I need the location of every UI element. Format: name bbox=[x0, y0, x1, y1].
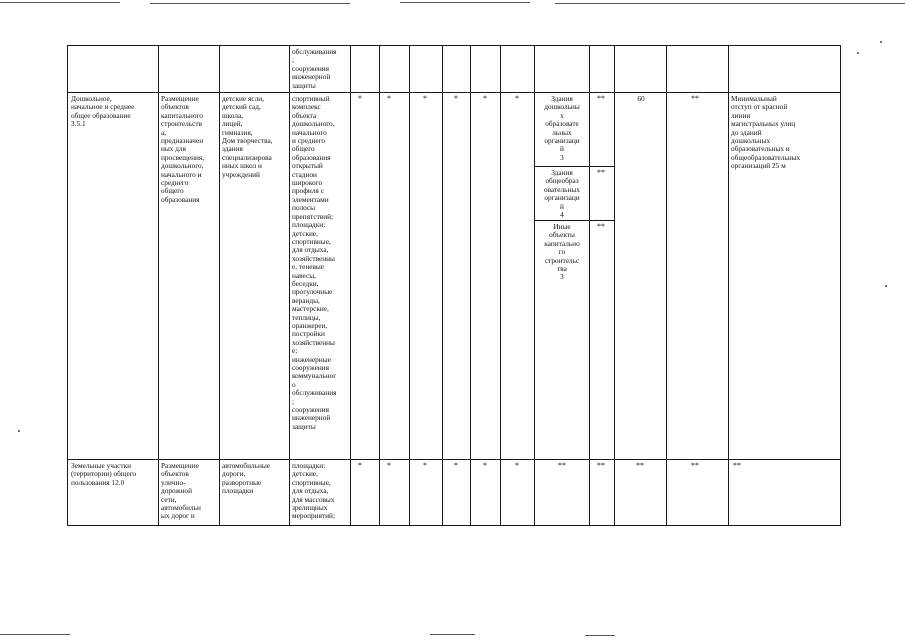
double-star-mark: ** bbox=[597, 168, 605, 177]
setback-note: Минимальный отступ от красной линии магистральных улиц до зданий дошкольных образовательных и общеобразовательных организаций 25 м bbox=[731, 94, 801, 171]
star-mark: * bbox=[387, 461, 391, 470]
scan-artifact bbox=[0, 634, 70, 635]
land-use-type: Земельные участки (территории) общего пользования 12.0 bbox=[71, 461, 137, 487]
star-mark: * bbox=[358, 461, 362, 470]
main-uses: автомобильные дороги, разворотные площадки bbox=[222, 461, 271, 496]
star-mark: * bbox=[387, 94, 391, 103]
double-star-mark: ** bbox=[733, 461, 741, 470]
star-mark: * bbox=[423, 94, 427, 103]
value-60: 60 bbox=[637, 94, 645, 103]
star-mark: * bbox=[515, 94, 519, 103]
scan-speck bbox=[18, 430, 20, 432]
double-star-mark: ** bbox=[597, 461, 605, 470]
land-use-description: Размещение объектов капитального строительств а, предназначен ных для просвещения, дошкольного, начального и среднего общего образования bbox=[161, 94, 205, 204]
top-row-structures: обслуживания ; сооружения инженерной защиты bbox=[292, 47, 337, 90]
auxiliary-uses: спортивный комплекс объекта дошкольного, начального и среднего общего образования открытый стадион широкого профиля с элементами полосы препятствий; площадки: детские, спортивные, для отдыха, хозяйственны е, теневые навесы, беседки, прогулочные веранды, мастерские, теплицы, оранжереи, постройки хозяйственны е; инженерные сооружения коммунальног о обслуживания ; сооружения инженерной защиты bbox=[292, 94, 337, 431]
scan-speck bbox=[880, 41, 882, 43]
star-mark: * bbox=[454, 94, 458, 103]
scan-artifact bbox=[150, 3, 350, 4]
double-star-mark: ** bbox=[636, 461, 644, 470]
land-use-description: Размещение объектов улично- дорожной сети, автомобильн ых дорог и bbox=[161, 461, 201, 521]
double-star-mark: ** bbox=[597, 222, 605, 231]
star-mark: * bbox=[515, 461, 519, 470]
scan-speck bbox=[857, 52, 859, 54]
star-mark: * bbox=[483, 461, 487, 470]
scan-artifact bbox=[400, 2, 530, 3]
star-mark: * bbox=[423, 461, 427, 470]
scan-artifact bbox=[430, 634, 475, 635]
star-mark: * bbox=[483, 94, 487, 103]
scan-speck bbox=[885, 285, 887, 287]
double-star-mark: ** bbox=[558, 461, 566, 470]
building-type: Здания общеобраз овательных организаци й 4 bbox=[544, 168, 580, 220]
main-uses: детские ясли, детский сад, школа, лицей, гимназия, Дом творчества, здания специализирова нных школ и учреждений bbox=[222, 94, 273, 179]
star-mark: * bbox=[454, 461, 458, 470]
double-star-mark: ** bbox=[597, 94, 605, 103]
land-use-type: Дошкольное, начальное и среднее общее образование 3.5.1 bbox=[71, 94, 135, 129]
scan-artifact bbox=[555, 3, 905, 4]
double-star-mark: ** bbox=[691, 461, 699, 470]
auxiliary-uses: площадки: детские, спортивные, для отдыха, для массовых зрелищных мероприятий; bbox=[292, 461, 335, 521]
scan-artifact bbox=[585, 635, 615, 636]
building-type: Иные объекты капитально го строительс тва 3 bbox=[544, 222, 580, 282]
star-mark: * bbox=[358, 94, 362, 103]
scan-artifact bbox=[0, 2, 120, 3]
building-type: Здания дошкольны х образовате льных организаци й 3 bbox=[544, 94, 580, 162]
double-star-mark: ** bbox=[691, 94, 699, 103]
